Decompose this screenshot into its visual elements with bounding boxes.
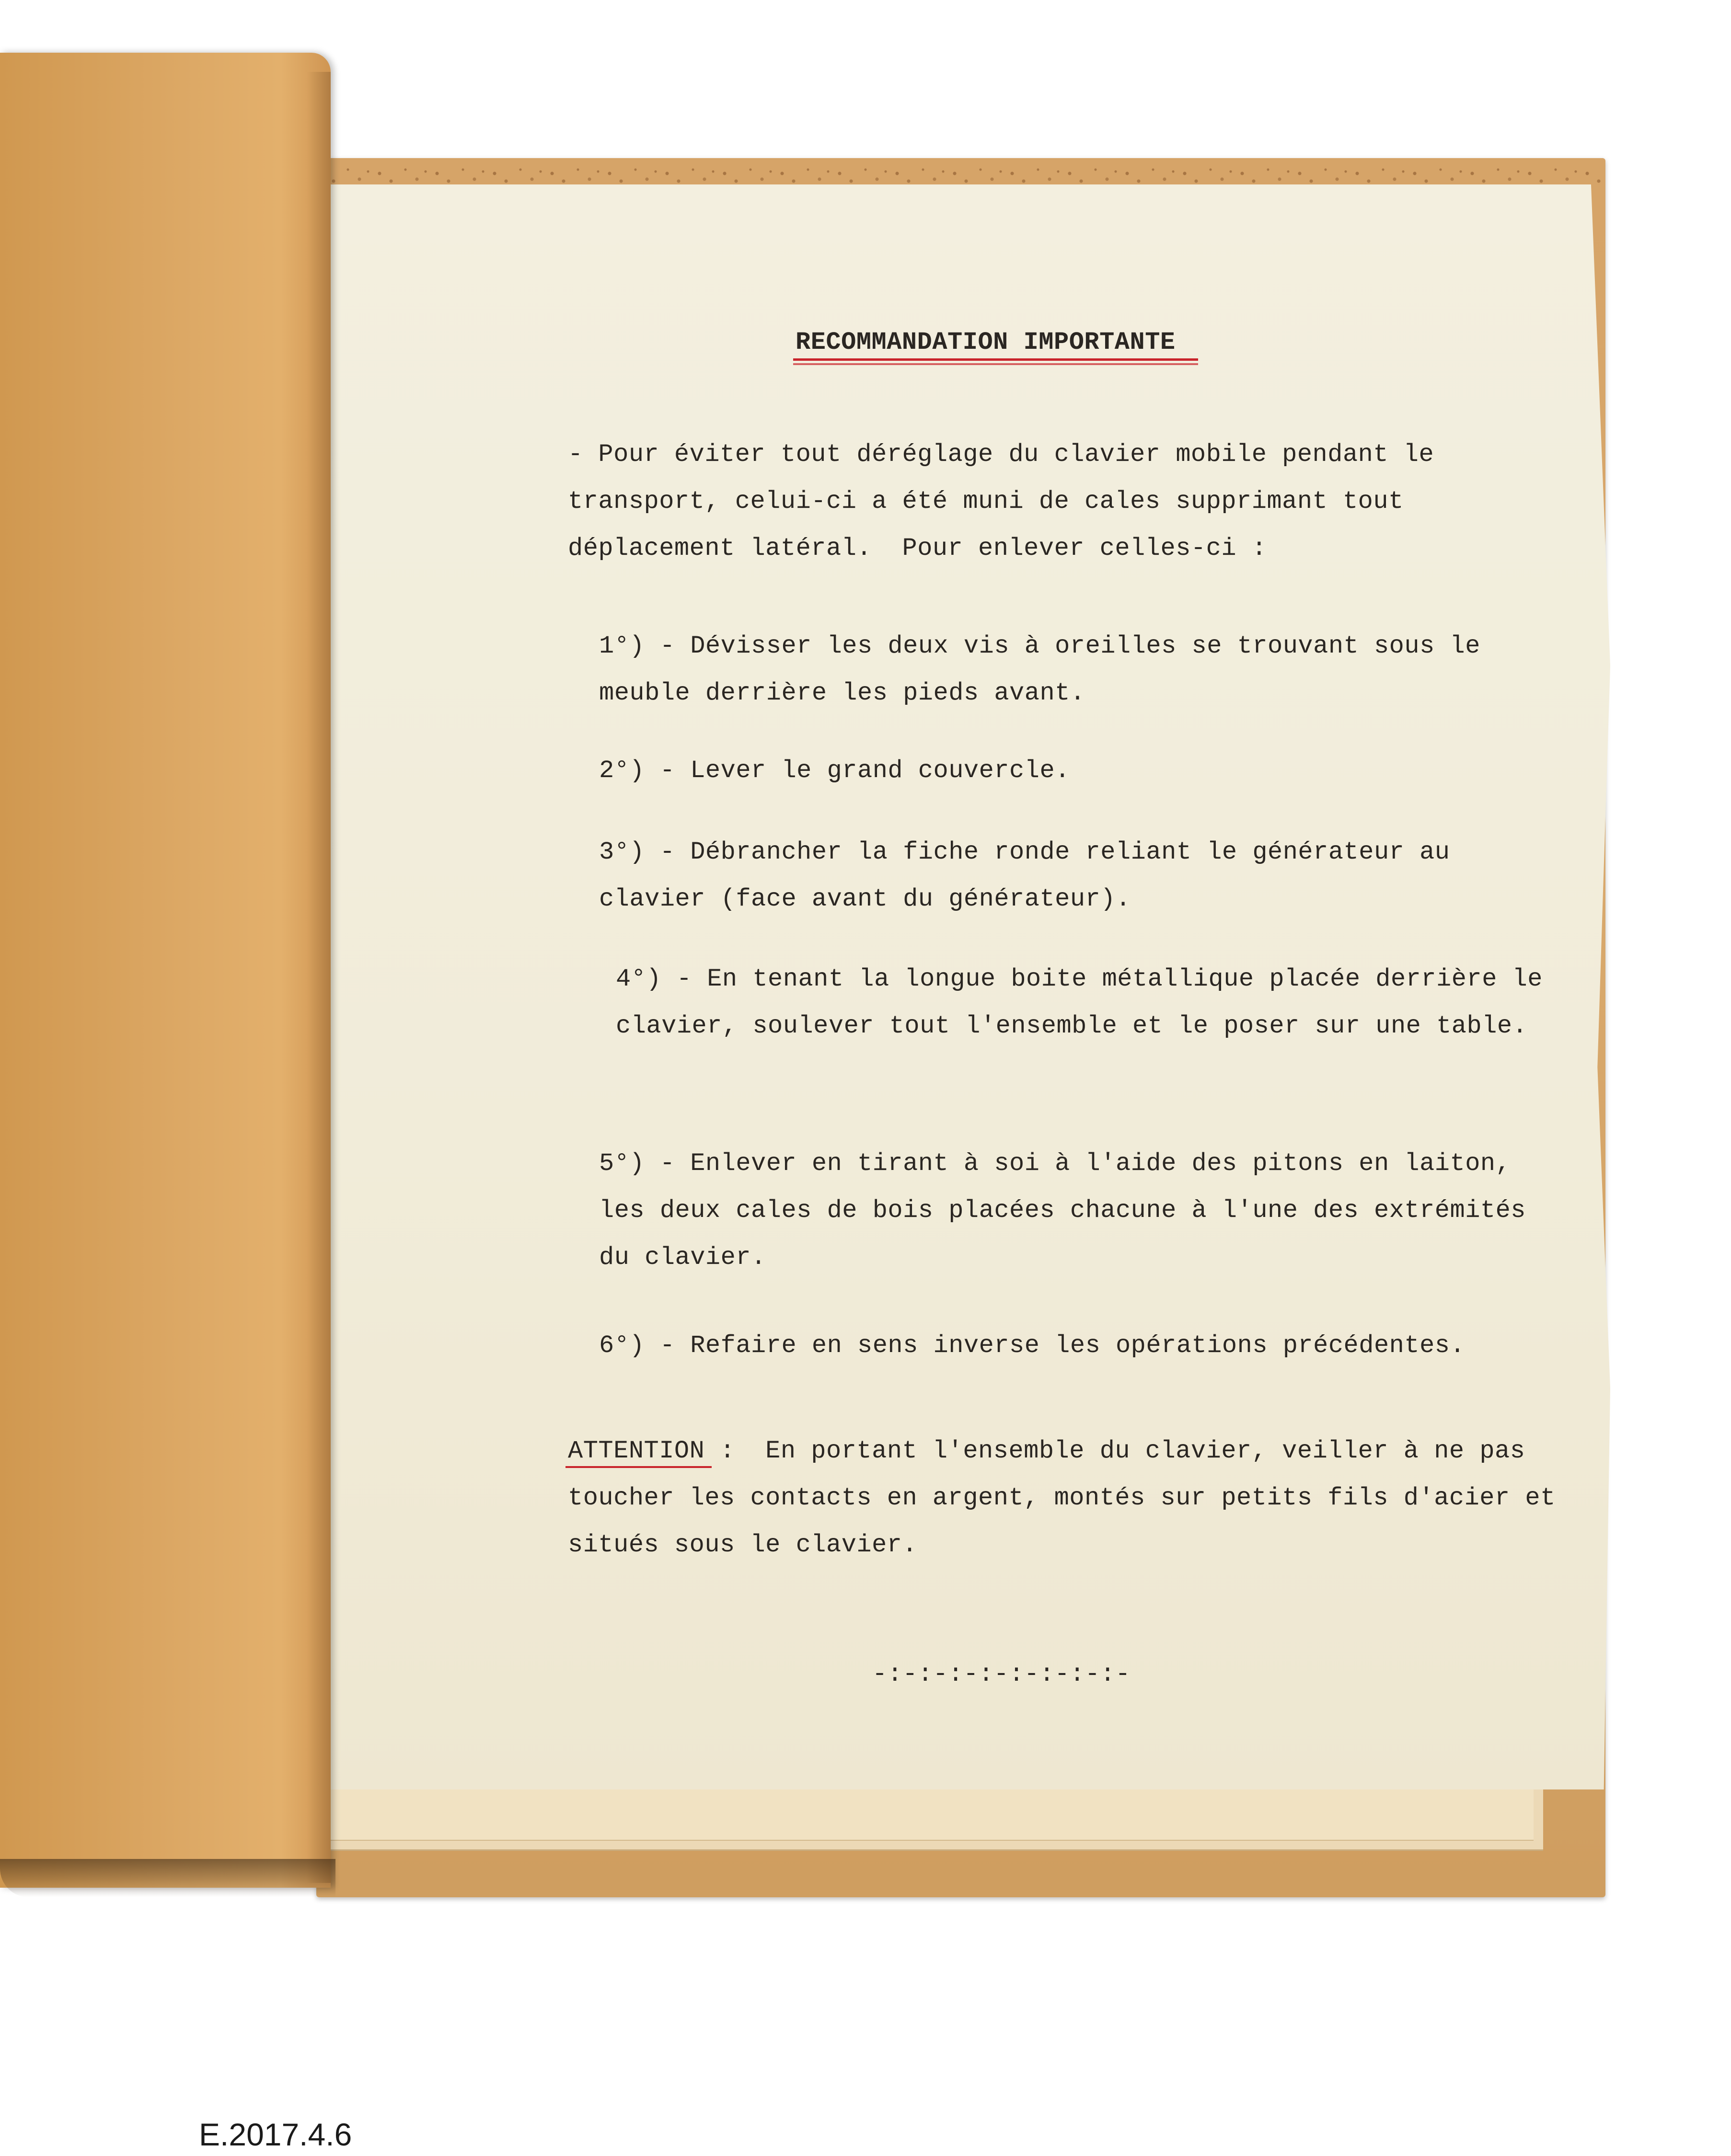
end-separator: -:-:-:-:-:-:-:-:-	[872, 1660, 1131, 1688]
instruction-step-4: 4°) - En tenant la longue boite métallique placée derrière le clavier, soulever tout l'ensemble et le poser sur une table.	[616, 965, 1558, 1040]
intro-paragraph: - Pour éviter tout déréglage du clavier mobile pendant le transport, celui-ci a été muni de cales supprimant tout déplacement latéral. Pour enlever celles-ci :	[568, 440, 1449, 562]
catalog-number: E.2017.4.6	[199, 2117, 352, 2152]
folder-front-cover	[0, 53, 331, 1888]
cover-fold-shadow	[307, 72, 331, 1883]
attention-label: ATTENTION	[568, 1437, 705, 1465]
attention-text: : En portant l'ensemble du clavier, veiller à ne pas toucher les contacts en argent, montés sur petits fils d'acier et situés sous le clavier.	[568, 1437, 1571, 1559]
document-title: RECOMMANDATION IMPORTANTE	[796, 328, 1176, 356]
cover-bottom-shadow	[0, 1859, 335, 1897]
attention-paragraph	[568, 1428, 1598, 1569]
attention-underline	[565, 1466, 712, 1468]
title-underline	[793, 363, 1198, 365]
instruction-step-1: 1°) - Dévisser les deux vis à oreilles se trouvant sous le meuble derrière les pieds avant.	[599, 632, 1496, 707]
instruction-step-5: 5°) - Enlever en tirant à soi à l'aide des pitons en laiton, les deux cales de bois placées chacune à l'une des extrémités du clavier.	[599, 1149, 1541, 1272]
instruction-step-3: 3°) - Débrancher la fiche ronde reliant le générateur au clavier (face avant du générateur).	[599, 838, 1466, 913]
instruction-step-6: 6°) - Refaire en sens inverse les opérations précédentes.	[599, 1331, 1466, 1360]
title-underline	[793, 358, 1198, 361]
underlying-sheet	[326, 1782, 1534, 1841]
instruction-step-2: 2°) - Lever le grand couvercle.	[599, 757, 1070, 785]
